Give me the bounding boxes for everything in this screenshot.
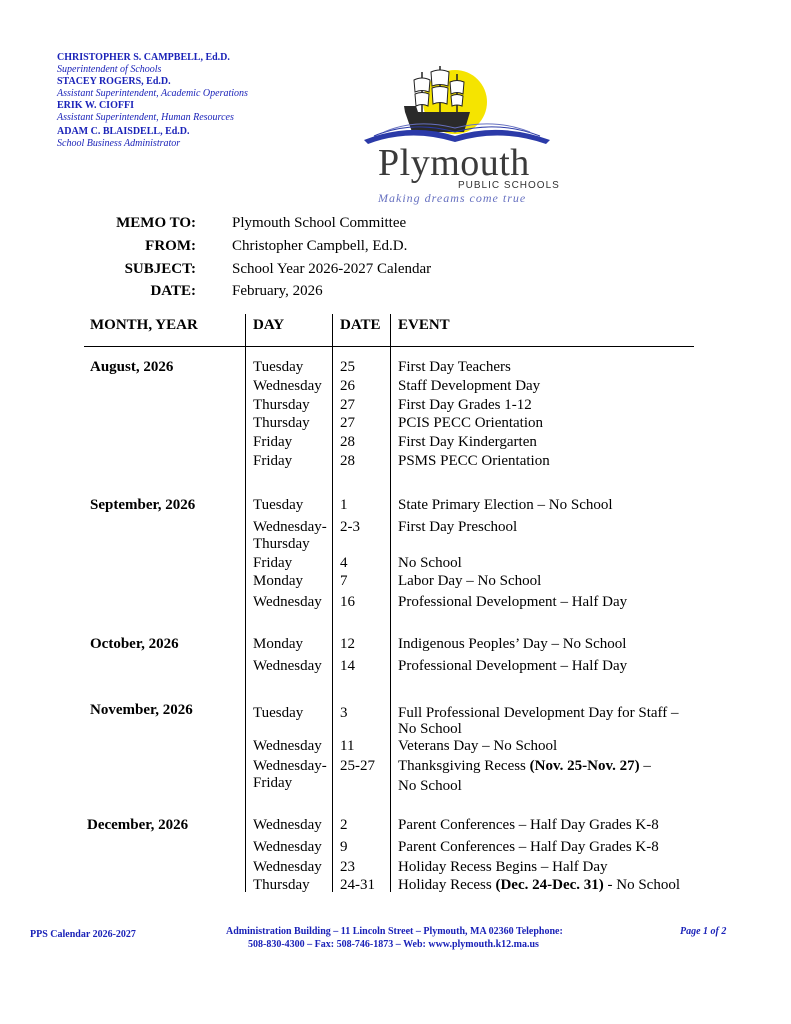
header-day: DAY xyxy=(253,317,285,333)
row-date: 23 xyxy=(340,859,355,875)
row-event-text: Full Professional Development Day for Staff – xyxy=(398,705,679,721)
admin-title: School Business Administrator xyxy=(57,138,181,149)
logo-tagline: Making dreams come true xyxy=(378,191,527,205)
row-event-text: Holiday Recess Begins – Half Day xyxy=(398,859,608,875)
logo-wordmark: Plymouth xyxy=(378,142,530,184)
row-event-text: First Day Preschool xyxy=(398,519,518,535)
row-day: Tuesday xyxy=(253,705,304,721)
row-event-text: Parent Conferences – Half Day Grades K-8 xyxy=(398,839,659,855)
row-event-text: First Day Teachers xyxy=(398,359,511,375)
row-day: Wednesday xyxy=(253,839,322,855)
month-label: November, 2026 xyxy=(90,702,193,718)
row-day: Friday xyxy=(253,434,293,450)
row-date: 3 xyxy=(340,705,348,721)
row-event xyxy=(398,594,627,611)
row-date: 11 xyxy=(340,738,355,754)
row-event xyxy=(398,415,543,432)
row-event-text: Professional Development – Half Day xyxy=(398,658,628,674)
row-event-tail: – xyxy=(639,758,651,774)
row-event-text: Thanksgiving Recess xyxy=(398,758,530,774)
row-event xyxy=(398,658,627,675)
row-event-text: PSMS PECC Orientation xyxy=(398,453,550,469)
row-event-text: PCIS PECC Orientation xyxy=(398,415,544,431)
header-rule xyxy=(84,346,694,347)
memo-date-value: February, 2026 xyxy=(232,283,323,299)
row-event-text: Labor Day – No School xyxy=(398,573,542,589)
footer-contact: 508-830-4300 – Fax: 508-746-1873 – Web: www.plymouth.k12.ma.us xyxy=(248,939,539,950)
row-date: 1 xyxy=(340,497,348,513)
row-day: Monday xyxy=(253,573,303,589)
row-date: 28 xyxy=(340,434,355,450)
row-date: 16 xyxy=(340,594,355,610)
row-event-text: First Day Grades 1-12 xyxy=(398,397,532,413)
footer-address: Administration Building – 11 Lincoln Street – Plymouth, MA 02360 Telephone: xyxy=(226,926,563,937)
row-day-continued: Thursday xyxy=(253,536,310,552)
header-month-year: MONTH, YEAR xyxy=(90,317,198,333)
admin-name: CHRISTOPHER S. CAMPBELL, Ed.D. xyxy=(57,52,230,63)
row-date: 9 xyxy=(340,839,348,855)
row-date: 2 xyxy=(340,817,348,833)
row-event-bold-dates: (Dec. 24-Dec. 31) xyxy=(495,877,604,893)
row-event-text: Veterans Day – No School xyxy=(398,738,558,754)
row-date: 27 xyxy=(340,415,355,431)
admin-title: Superintendent of Schools xyxy=(57,64,162,75)
row-day: Tuesday xyxy=(253,359,304,375)
row-day: Wednesday xyxy=(253,859,322,875)
row-event-bold-dates: (Nov. 25-Nov. 27) xyxy=(529,758,640,774)
month-label: December, 2026 xyxy=(87,817,189,833)
logo-subtitle: PUBLIC SCHOOLS xyxy=(458,180,560,191)
row-day: Wednesday xyxy=(253,378,322,394)
row-day: Friday xyxy=(253,555,293,571)
row-event xyxy=(398,758,651,775)
row-day: Wednesday xyxy=(253,817,322,833)
row-day: Thursday xyxy=(253,415,310,431)
row-event-continued: No School xyxy=(398,721,462,737)
row-event-continued: No School xyxy=(398,778,462,794)
row-event xyxy=(398,705,679,722)
administrators-block xyxy=(57,52,317,150)
column-divider xyxy=(245,314,246,892)
column-divider xyxy=(390,314,391,892)
month-label: October, 2026 xyxy=(90,636,179,652)
row-event xyxy=(398,636,626,653)
row-day: Wednesday- xyxy=(253,519,327,535)
row-event xyxy=(398,859,608,876)
row-event-text: Parent Conferences – Half Day Grades K-8 xyxy=(398,817,659,833)
row-event xyxy=(398,519,517,536)
row-date: 4 xyxy=(340,555,348,571)
row-day: Wednesday xyxy=(253,658,322,674)
column-divider xyxy=(332,314,333,892)
admin-name: STACEY ROGERS, Ed.D. xyxy=(57,76,171,87)
row-date: 12 xyxy=(340,636,355,652)
row-day: Monday xyxy=(253,636,303,652)
month-label: August, 2026 xyxy=(90,359,174,375)
row-day: Friday xyxy=(253,453,293,469)
memo-to-label: MEMO TO: xyxy=(116,215,196,231)
row-event-tail: - No School xyxy=(603,877,681,893)
row-event xyxy=(398,397,532,414)
admin-name: ERIK W. CIOFFI xyxy=(57,100,134,111)
row-event xyxy=(398,839,659,856)
row-event xyxy=(398,877,680,894)
memo-subject-value: School Year 2026-2027 Calendar xyxy=(232,261,432,277)
memo-date-label: DATE: xyxy=(150,283,196,299)
row-event xyxy=(398,497,613,514)
admin-name: ADAM C. BLAISDELL, Ed.D. xyxy=(57,126,190,137)
row-day: Thursday xyxy=(253,397,310,413)
row-event xyxy=(398,555,462,572)
row-date: 27 xyxy=(340,397,355,413)
row-event-text: Holiday Recess xyxy=(398,877,496,893)
row-event xyxy=(398,453,550,470)
row-event xyxy=(398,378,540,395)
row-event-text: State Primary Election – No School xyxy=(398,497,613,513)
row-date: 2-3 xyxy=(340,519,360,535)
row-date: 14 xyxy=(340,658,355,674)
row-day: Wednesday- xyxy=(253,758,327,774)
row-date: 26 xyxy=(340,378,355,394)
row-date: 25-27 xyxy=(340,758,375,774)
admin-title: Assistant Superintendent, Human Resources xyxy=(57,112,234,123)
row-event xyxy=(398,434,537,451)
row-date: 24-31 xyxy=(340,877,375,893)
memo-subject-label: SUBJECT: xyxy=(124,261,196,277)
row-day: Wednesday xyxy=(253,594,322,610)
row-event-text: Indigenous Peoples’ Day – No School xyxy=(398,636,627,652)
row-day-continued: Friday xyxy=(253,775,293,791)
admin-title: Assistant Superintendent, Academic Operations xyxy=(57,88,248,99)
row-date: 28 xyxy=(340,453,355,469)
row-event xyxy=(398,573,541,590)
header-date: DATE xyxy=(340,317,381,333)
row-event xyxy=(398,817,659,834)
row-day: Tuesday xyxy=(253,497,304,513)
row-event xyxy=(398,738,557,755)
footer-page-number: Page 1 of 2 xyxy=(680,926,727,937)
memo-from-label: FROM: xyxy=(145,238,196,254)
header-event: EVENT xyxy=(398,317,450,333)
memo-from-value: Christopher Campbell, Ed.D. xyxy=(232,238,408,254)
row-date: 25 xyxy=(340,359,355,375)
row-event-text: Staff Development Day xyxy=(398,378,541,394)
row-event-text: Professional Development – Half Day xyxy=(398,594,628,610)
row-day: Wednesday xyxy=(253,738,322,754)
row-date: 7 xyxy=(340,573,348,589)
month-label: September, 2026 xyxy=(90,497,196,513)
row-day: Thursday xyxy=(253,877,310,893)
footer-left: PPS Calendar 2026-2027 xyxy=(30,929,136,940)
row-event-text: No School xyxy=(398,555,462,571)
row-event xyxy=(398,359,511,376)
row-event-text: First Day Kindergarten xyxy=(398,434,537,450)
memo-to-value: Plymouth School Committee xyxy=(232,215,407,231)
